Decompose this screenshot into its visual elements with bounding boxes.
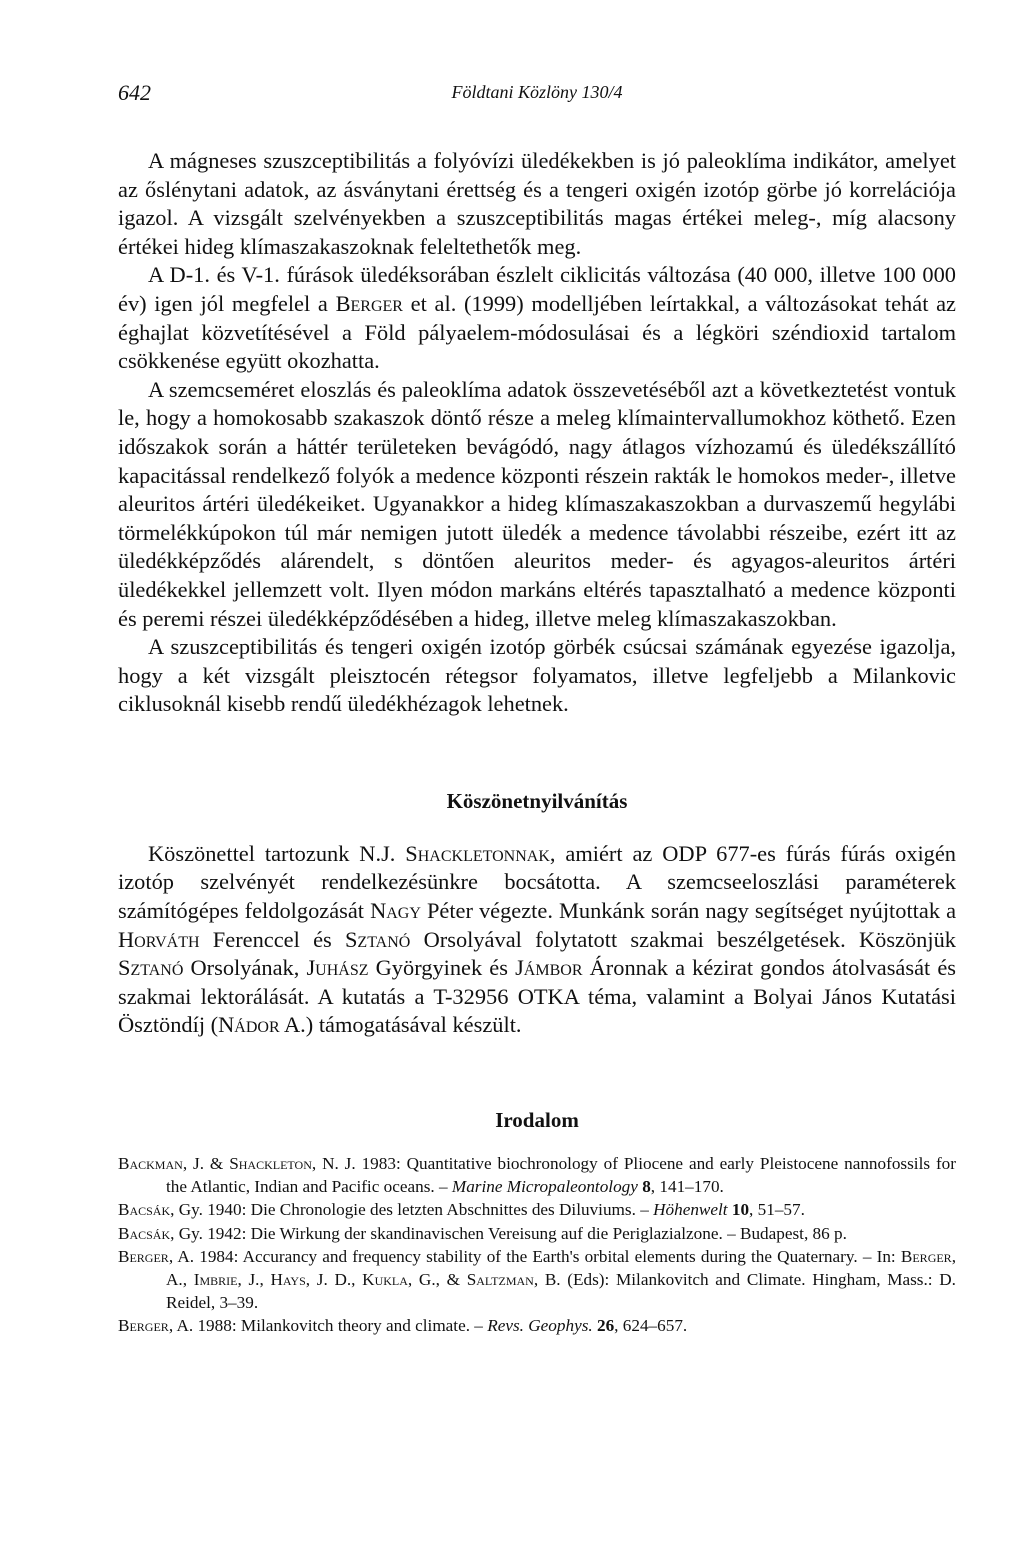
person-name: Jámbor [515, 955, 583, 981]
text-span: , N. J. 1983: Quantitative biochronology of Pliocene and early Pleistocene nannofossils for the Atlantic, Indian and Pacific oceans. – [166, 1154, 956, 1196]
text-span: Áronnak a kézirat gondos átolvasását és szakmai lektorálását. A kutatás a T-32956 OTKA téma, valamint a Bolyai János Kutatási Ösztöndíj ( [118, 955, 956, 1038]
person-name: Sztanó [118, 955, 184, 981]
author-name: Shackleton [229, 1154, 312, 1174]
editor-name: Saltzman [466, 1270, 534, 1289]
paragraph-susceptibility: A mágneses szuszceptibilitás a folyóvízi üledékekben is jó paleoklíma indikátor, amelyet az őslénytani adatok, az ásványtani érettség és a tengeri oxigén izotóp görbe jó korrelációja igazol. A vizsgált szelvényekben a szuszceptibilitás magas értékei meleg-, míg alacsony értékei hideg klímaszakaszoknak feleltethetők meg. [118, 148, 956, 259]
author-name: Backman [118, 1154, 183, 1174]
volume: 26 [596, 1316, 615, 1336]
text-span: , A., [166, 1247, 956, 1289]
editor-name: Kukla [362, 1270, 408, 1289]
journal-name: Höhenwelt [653, 1200, 728, 1220]
page-number: 642 [118, 80, 151, 105]
text-span: Ferenccel és [199, 926, 345, 952]
volume: 10 [731, 1200, 750, 1220]
reference-item [118, 1223, 956, 1246]
author-name: Berger [118, 1316, 169, 1336]
text-span: A.) támogatásával készült. [279, 1012, 522, 1038]
text-span: , B. (Eds): Milankovitch and Climate. Hingham, Mass.: D. Reidel, 3–39. [166, 1270, 956, 1312]
text-span: , A. 1988: Milankovitch theory and climate. – [168, 1316, 488, 1336]
author-name: Bacsák [118, 1223, 171, 1243]
text-span: Orsolyának, [183, 955, 307, 981]
running-header [118, 80, 956, 110]
author-name: Berger [335, 290, 403, 316]
person-name: Sztanó [344, 926, 411, 952]
person-name: Nagy [370, 898, 421, 924]
acknowledgement-heading: Köszönetnyilvánítás [446, 788, 628, 813]
text-span: , amiért az ODP 677-es fúrás fúrás oxigén izotóp szelvényét rendelkezésünkre bocsátotta. A szemcseeloszlási paraméterek számítógépes feldolgozását [118, 840, 956, 924]
reference-item [118, 1199, 956, 1222]
text-span: , J. & [182, 1154, 230, 1174]
author-name: Bacsák [118, 1200, 171, 1220]
text-span: A D-1. és V-1. fúrások üledéksorában észlelt ciklicitás változása (40 000, illetve 100 000 év) igen jól megfelel a [118, 262, 956, 316]
reference-item [118, 1153, 956, 1198]
pages: , 51–57. [749, 1200, 805, 1220]
text-span: , Gy. 1942: Die Wirkung der skandinavischen Vereisung auf die Periglazialzone. – Budapest, 86 p. [170, 1223, 847, 1243]
author-name: Berger [118, 1247, 169, 1267]
editor-name: Hays [270, 1270, 306, 1289]
text-span: , J. D., [305, 1270, 363, 1289]
volume: 8 [642, 1176, 651, 1196]
text-span: Péter végezte. Munkánk során nagy segítséget nyújtottak a [420, 898, 957, 924]
journal-title: Földtani Közlöny 130/4 [451, 82, 623, 102]
journal-name: Revs. Geophys. [487, 1316, 593, 1336]
text-span: et al. (1999) modelljében leírtakkal, a változásokat tehát az éghajlat közvetítésével a Föld pályaelem-módosulásai és a légköri széndioxid tartalom csökkenése együtt okozhatta. [118, 290, 956, 374]
article-body [118, 147, 956, 1339]
pages: , 624–657. [614, 1316, 688, 1336]
editor-name: Berger [900, 1247, 952, 1267]
acknowledgement-text [118, 840, 956, 1040]
person-name: Nádor [218, 1012, 280, 1038]
pages: , 141–170. [650, 1176, 724, 1196]
text-span: , Gy. 1940: Die Chronologie des letzten Abschnittes des Diluviums. – [170, 1200, 654, 1220]
text-span: , J., [237, 1270, 271, 1289]
reference-list [118, 1153, 956, 1338]
person-name: Shackletonnak [405, 840, 550, 866]
literature-heading: Irodalom [495, 1108, 579, 1133]
reference-item [118, 1246, 956, 1314]
paragraph-grain-size: A szemcseméret eloszlás és paleoklíma adatok összevetéséből azt a következtetést vontuk le, hogy a homokosabb szakaszok döntő része a meleg klímaintervallumokhoz köthető. Ezen időszakok során a háttér területeken bevágódó, nagy átlagos vízhozamú és üledékszállító kapacitással rendelkező folyók a medence központi részein rakták le homokos meder-, illetve aleuritos ártéri üledékeiket. Ugyanakkor a hideg klímaszakaszokban a durvaszemű hegylábi törmelékkúpokon túl már nemigen jutott üledék a medence távolabbi részeibe, ezért itt az üledékképződés alárendelt, s döntően aleuritos meder- és agyagos-aleuritos ártéri üledékekkel jellemzett volt. Ilyen módon markáns eltérés tapasztalható a medence központi és peremi részei üledékképződésében a hideg, illetve meleg klímaszakaszokban. [118, 376, 956, 631]
editor-name: Imbrie [193, 1270, 238, 1289]
reference-item [118, 1315, 956, 1338]
text-span: , A. 1984: Accurancy and frequency stability of the Earth's orbital elements during the Quaternary. – In: [168, 1247, 901, 1267]
text-span: Köszönettel tartozunk N.J. [148, 840, 406, 866]
person-name: Juhász [306, 955, 369, 981]
journal-name: Marine Micropaleontology [451, 1176, 638, 1196]
paragraph-conclusion: A szuszceptibilitás és tengeri oxigén izotóp görbék csúcsai számának egyezése igazolja, hogy a két vizsgált pleisztocén rétegsor folyamatos, illetve legfeljebb a Milankovic ciklusoknál kisebb rendű üledékhézagok lehetnek. [118, 634, 956, 717]
paragraph-cyclicity [118, 261, 956, 375]
person-name: Horváth [118, 926, 200, 952]
text-span: , G., & [407, 1270, 467, 1289]
text-span: Orsolyával folytatott szakmai beszélgetések. Köszönjük [410, 926, 956, 952]
text-span: Györgyinek és [368, 955, 516, 981]
